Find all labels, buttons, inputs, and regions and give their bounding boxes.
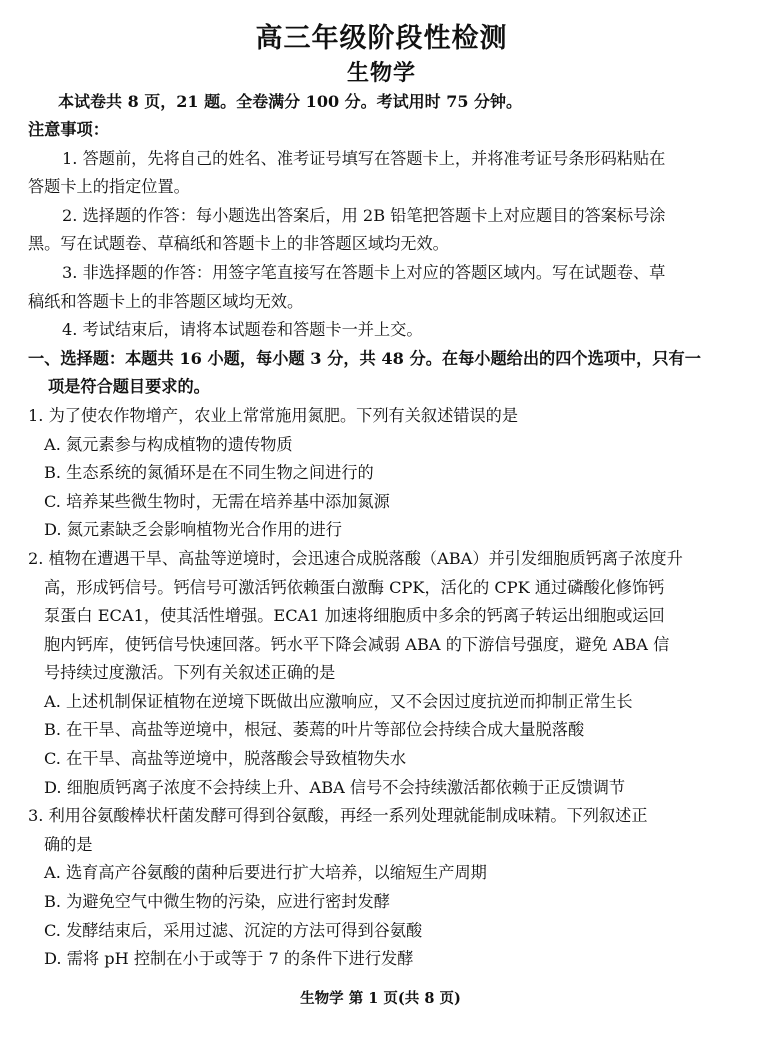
question-3-option-a: A. 选育高产谷氨酸的菌种后要进行扩大培养，以缩短生产周期: [44, 863, 487, 883]
question-2: [28, 545, 735, 802]
note-2-line-2: 黑。写在试题卷、草稿纸和答题卡上的非答题区域均无效。: [28, 234, 449, 254]
exam-info: 本试卷共 8 页，21 题。全卷满分 100 分。考试用时 75 分钟。: [58, 92, 523, 111]
question-3-stem-line-2: 确的是: [44, 834, 93, 854]
question-2-stem-line-3: 泵蛋白 ECA1，使其活性增强。ECA1 加速将细胞质中多余的钙离子转运出细胞或运回: [44, 606, 665, 626]
question-3-option-d: D. 需将 pH 控制在小于或等于 7 的条件下进行发酵: [44, 949, 414, 969]
exam-title: 高三年级阶段性检测: [255, 23, 508, 54]
section-heading-line-2: 项是符合题目要求的。: [48, 377, 210, 397]
note-3-line-1: 3. 非选择题的作答：用签字笔直接写在答题卡上对应的答题区域内。写在试题卷、草: [62, 262, 666, 282]
question-2-stem-line-5: 号持续过度激活。下列有关叙述正确的是: [44, 663, 336, 683]
note-3-line-2: 稿纸和答题卡上的非答题区域均无效。: [28, 291, 304, 311]
question-1-option-d: D. 氮元素缺乏会影响植物光合作用的进行: [44, 520, 342, 540]
question-2-option-d: D. 细胞质钙离子浓度不会持续上升、ABA 信号不会持续激活都依赖于正反馈调节: [44, 777, 626, 797]
subject-title: 生物学: [346, 60, 416, 86]
note-1-line-1: 1. 答题前，先将自己的姓名、准考证号填写在答题卡上，并将准考证号条形码粘贴在: [62, 148, 666, 168]
question-2-stem-line-1: 2. 植物在遭遇干旱、高盐等逆境时，会迅速合成脱落酸（ABA）并引发细胞质钙离子浓度升: [28, 548, 683, 568]
question-1-option-a: A. 氮元素参与构成植物的遗传物质: [44, 434, 293, 454]
section-heading: [28, 345, 735, 402]
note-4-line-1: 4. 考试结束后，请将本试题卷和答题卡一并上交。: [62, 320, 423, 340]
section-heading-line-1: 一、选择题：本题共 16 小题，每小题 3 分，共 48 分。在每小题给出的四个选项中，只有一: [28, 348, 701, 368]
question-3-option-b: B. 为避免空气中微生物的污染，应进行密封发酵: [44, 892, 390, 912]
notes-section: [28, 116, 735, 345]
question-2-stem-line-2: 高，形成钙信号。钙信号可激活钙依赖蛋白激酶 CPK，活化的 CPK 通过磷酸化修饰钙: [44, 577, 665, 597]
question-2-option-b: B. 在干旱、高盐等逆境中，根冠、萎蔫的叶片等部位会持续合成大量脱落酸: [44, 720, 585, 740]
question-3-stem-line-1: 3. 利用谷氨酸棒状杆菌发酵可得到谷氨酸，再经一系列处理就能制成味精。下列叙述正: [28, 806, 648, 826]
question-2-option-a: A. 上述机制保证植物在逆境下既做出应激响应，又不会因过度抗逆而抑制正常生长: [44, 691, 633, 711]
question-1: [28, 402, 735, 545]
question-1-stem: 1. 为了使农作物增产，农业上常常施用氮肥。下列有关叙述错误的是: [28, 405, 519, 425]
question-2-option-c: C. 在干旱、高盐等逆境中，脱落酸会导致植物失水: [44, 749, 407, 769]
note-2-line-1: 2. 选择题的作答：每小题选出答案后，用 2B 铅笔把答题卡上对应题目的答案标号涂: [62, 205, 666, 225]
note-1-line-2: 答题卡上的指定位置。: [28, 177, 190, 197]
question-3-option-c: C. 发酵结束后，采用过滤、沉淀的方法可得到谷氨酸: [44, 920, 423, 940]
question-3: [28, 802, 735, 974]
notes-heading: 注意事项：: [28, 120, 109, 139]
question-1-option-c: C. 培养某些微生物时，无需在培养基中添加氮源: [44, 491, 390, 511]
question-2-stem-line-4: 胞内钙库，使钙信号快速回落。钙水平下降会减弱 ABA 的下游信号强度，避免 ABA 信: [44, 634, 670, 654]
page-footer: 生物学 第 1 页(共 8 页): [300, 990, 461, 1007]
question-1-option-b: B. 生态系统的氮循环是在不同生物之间进行的: [44, 463, 374, 483]
